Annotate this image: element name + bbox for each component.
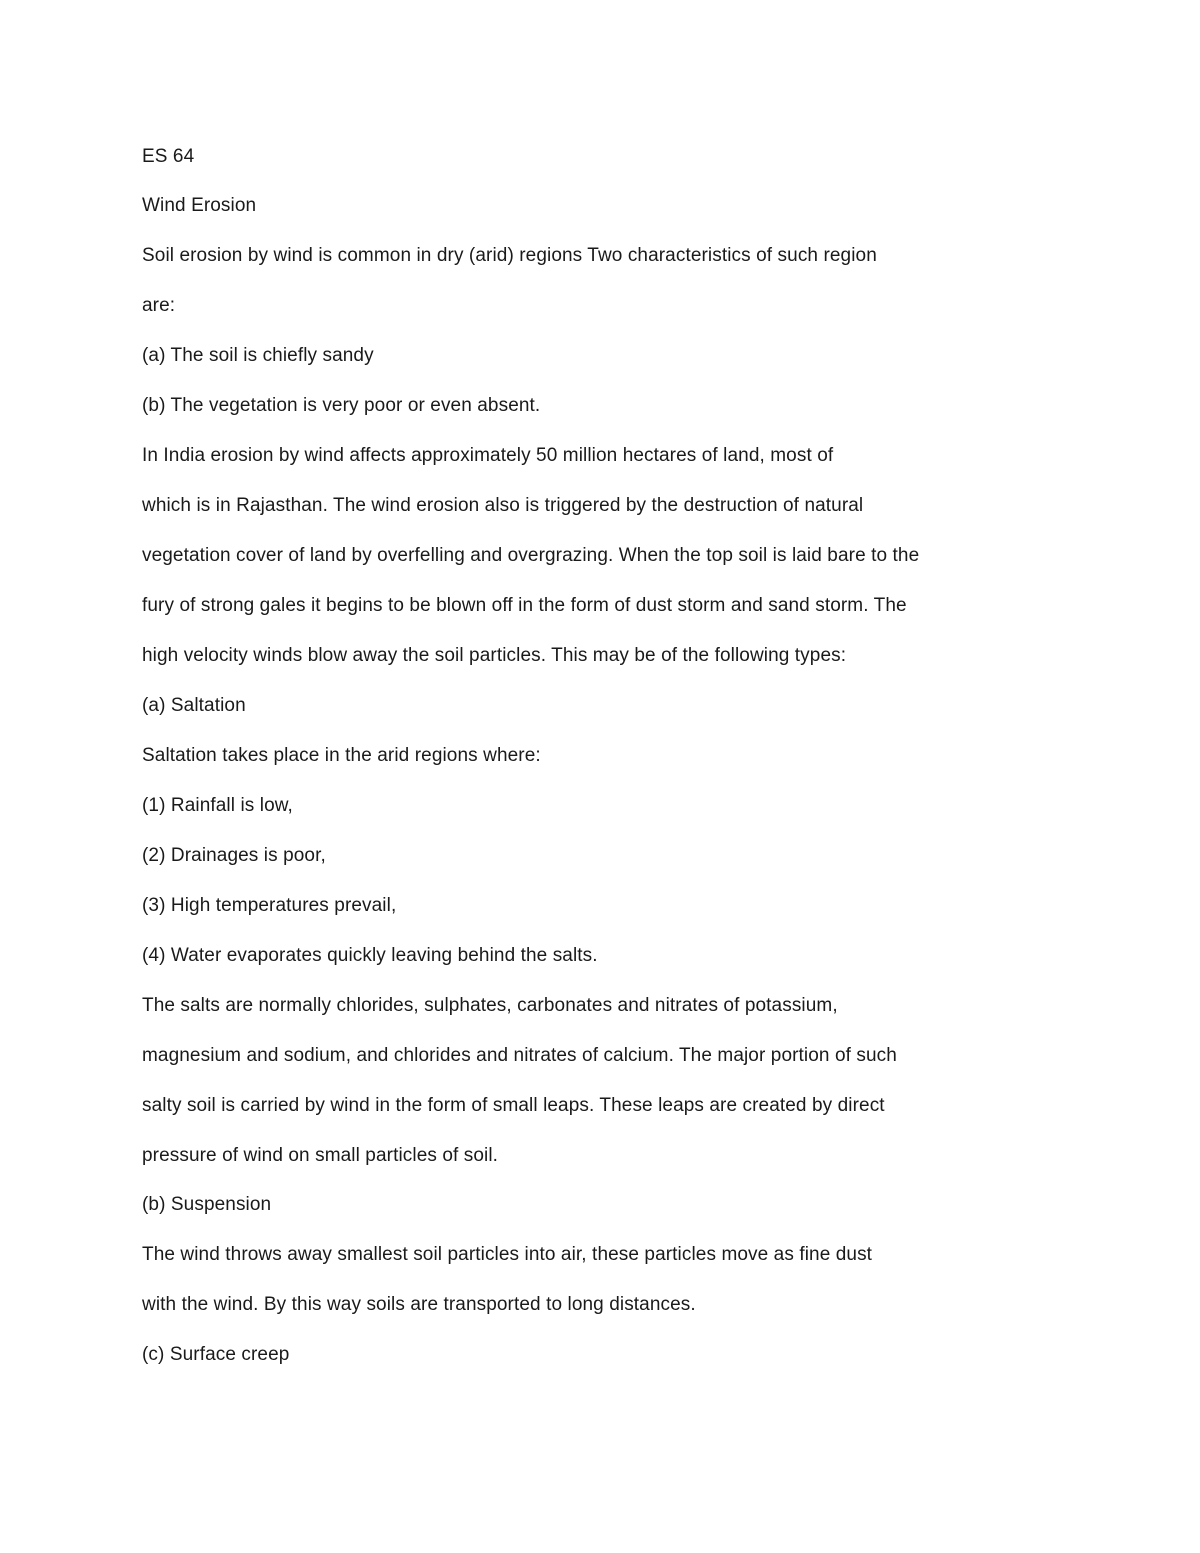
text-line: salty soil is carried by wind in the form of small leaps. These leaps are created by direct <box>142 1095 885 1116</box>
text-line: which is in Rajasthan. The wind erosion also is triggered by the destruction of natural <box>142 495 864 516</box>
text-line: with the wind. By this way soils are transported to long distances. <box>142 1294 696 1315</box>
text-line: In India erosion by wind affects approximately 50 million hectares of land, most of <box>142 445 834 466</box>
text-line: The salts are normally chlorides, sulphates, carbonates and nitrates of potassium, <box>142 995 838 1016</box>
text-line: The wind throws away smallest soil particles into air, these particles move as fine dust <box>142 1244 873 1265</box>
list-item: (2) Drainages is poor, <box>142 845 326 866</box>
section-heading: (a) Saltation <box>142 695 246 716</box>
text-line: fury of strong gales it begins to be blown off in the form of dust storm and sand storm. The <box>142 595 907 616</box>
list-item: (4) Water evaporates quickly leaving behind the salts. <box>142 945 598 966</box>
list-item: (1) Rainfall is low, <box>142 795 293 816</box>
section-heading: (c) Surface creep <box>142 1344 290 1365</box>
text-line: high velocity winds blow away the soil particles. This may be of the following types: <box>142 645 847 666</box>
text-line: Soil erosion by wind is common in dry (arid) regions Two characteristics of such region <box>142 245 877 266</box>
list-item: (a) The soil is chiefly sandy <box>142 345 374 366</box>
list-item: (3) High temperatures prevail, <box>142 895 397 916</box>
document-title: Wind Erosion <box>142 195 257 216</box>
text-line: pressure of wind on small particles of soil. <box>142 1145 499 1166</box>
text-line: magnesium and sodium, and chlorides and nitrates of calcium. The major portion of such <box>142 1045 897 1066</box>
text-line: Saltation takes place in the arid regions where: <box>142 745 541 766</box>
section-heading: (b) Suspension <box>142 1194 272 1215</box>
text-line: are: <box>142 295 176 316</box>
list-item: (b) The vegetation is very poor or even absent. <box>142 395 541 416</box>
text-line: vegetation cover of land by overfelling and overgrazing. When the top soil is laid bare to the <box>142 545 920 566</box>
course-code: ES 64 <box>142 146 195 167</box>
